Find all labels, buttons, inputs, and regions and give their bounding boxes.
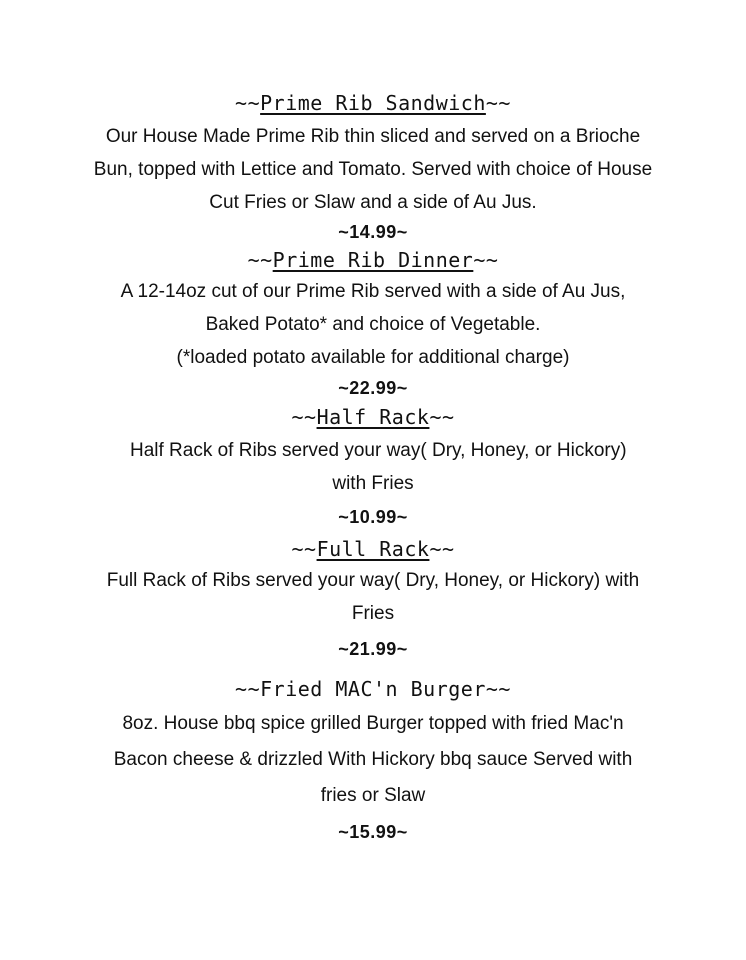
title-prefix: ~~: [291, 405, 317, 429]
item-price: ~10.99~: [338, 507, 408, 527]
description-line: (*loaded potato available for additional charge): [176, 347, 570, 368]
item-description: [0, 706, 746, 814]
description-line: Bacon cheese & drizzled With Hickory bbq sauce Served with: [113, 749, 633, 770]
description-line: Our House Made Prime Rib thin sliced and served on a Brioche: [105, 126, 641, 147]
title-suffix: ~~: [485, 91, 511, 115]
menu-item-full-rack: [0, 534, 746, 668]
item-description: [0, 275, 746, 374]
item-price: ~14.99~: [338, 222, 408, 242]
item-title: [0, 88, 746, 118]
title-prefix: ~~: [247, 248, 273, 272]
item-name: Prime Rib Sandwich: [260, 91, 486, 115]
item-title: [0, 402, 746, 432]
menu-item-prime-rib-sandwich: [0, 88, 746, 245]
item-name: Fried MAC'n Burger: [260, 677, 486, 701]
description-line: Bun, topped with Lettice and Tomato. Served with choice of House: [93, 159, 653, 180]
item-name: Half Rack: [316, 405, 430, 429]
item-price: ~21.99~: [338, 639, 408, 659]
item-name: Full Rack: [316, 537, 430, 561]
title-prefix: ~~: [235, 91, 261, 115]
title-suffix: ~~: [429, 405, 455, 429]
menu-item-fried-mac-n-burger: [0, 668, 746, 850]
title-prefix: ~~: [291, 537, 317, 561]
title-prefix: ~~: [235, 677, 261, 701]
description-line: A 12-14oz cut of our Prime Rib served with a side of Au Jus,: [120, 281, 626, 302]
item-name: Prime Rib Dinner: [272, 248, 474, 272]
menu: [0, 88, 746, 850]
description-line: 8oz. House bbq spice grilled Burger topped with fried Mac'n: [122, 713, 624, 734]
description-line: Baked Potato* and choice of Vegetable.: [205, 314, 541, 335]
title-suffix: ~~: [485, 677, 511, 701]
description-line: fries or Slaw: [320, 785, 426, 806]
menu-item-half-rack: [0, 402, 746, 534]
item-price: ~22.99~: [338, 378, 408, 398]
description-line: Half Rack of Ribs served your way( Dry, Honey, or Hickory): [119, 440, 627, 461]
title-suffix: ~~: [429, 537, 455, 561]
item-title: [0, 674, 746, 704]
item-description: [0, 564, 746, 630]
description-line: Fries: [351, 603, 395, 624]
description-line: with Fries: [332, 473, 414, 494]
menu-item-prime-rib-dinner: [0, 245, 746, 402]
item-price: ~15.99~: [338, 822, 408, 842]
title-suffix: ~~: [473, 248, 499, 272]
description-line: Full Rack of Ribs served your way( Dry, Honey, or Hickory) with: [106, 570, 640, 591]
item-description: [0, 434, 746, 500]
description-line: Cut Fries or Slaw and a side of Au Jus.: [209, 192, 537, 213]
item-description: [0, 120, 746, 219]
item-title: [0, 245, 746, 275]
item-title: [0, 534, 746, 564]
